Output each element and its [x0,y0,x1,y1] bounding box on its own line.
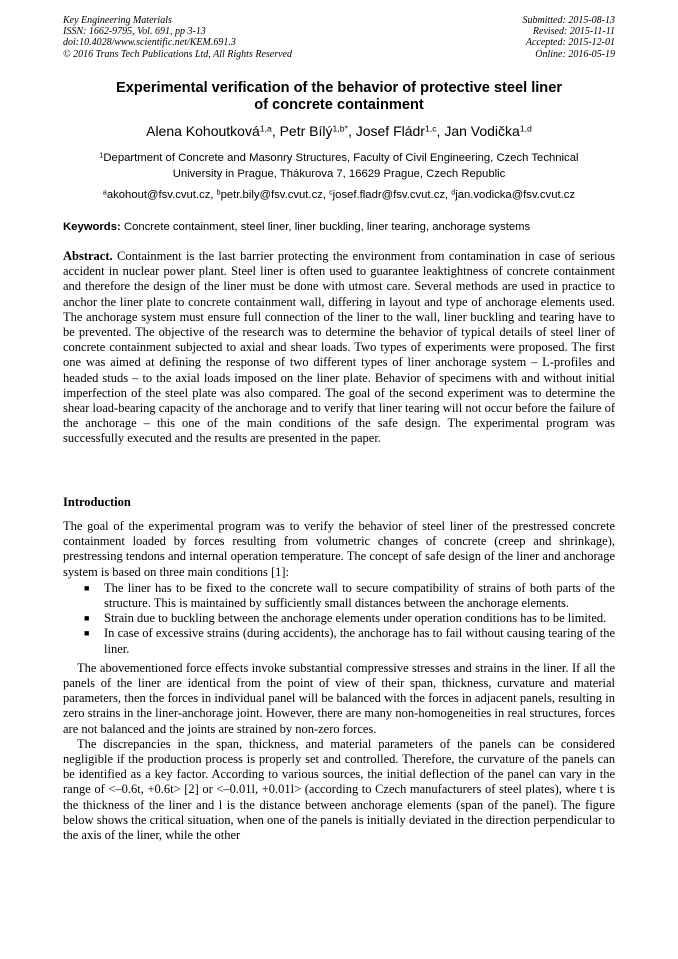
email-address: jan.vodicka@fsv.cvut.cz [455,189,576,201]
affiliation [63,151,615,182]
email-separator: , [322,189,330,201]
abstract-label: Abstract. [63,249,113,263]
author-name: Jan Vodička [444,123,520,139]
keywords-label: Keywords: [63,221,121,233]
date-revised: Revised: 2015-11-11 [532,26,615,38]
author-affiliation-mark: 1,c [424,123,437,134]
intro-paragraph-3: The discrepancies in the span, thickness, and material parameters of the panels can be considered negligible if the production process is properly set and controlled. Therefore, the curvature of the panels can be identified as a key factor. According to various sources, the initial deflection of the panel can vary in the range of <–0.6t, +0.6t> [2] or <–0.01l, +0.01l> (according to Czech manufacturers of steel plates), where t is the thickness of the liner and l is the distance between anchorage elements (span of the panel). The figure below shows the critical situation, when one of the panels is initially deviated in the direction perpendicular to the axis of the liner, while the other [63,736,615,843]
author-name: Josef Fládr [355,123,425,139]
email-address: petr.bily@fsv.cvut.cz [220,189,323,201]
bullet-icon: ■ [84,582,90,593]
author-list [63,122,615,140]
date-accepted: Accepted: 2015-12-01 [525,37,615,49]
author-name: Petr Bílý [279,123,333,139]
affiliation-line-2: University in Prague, Thákurova 7, 16629 Prague, Czech Republic [172,167,506,180]
affiliation-mark: 1 [99,152,104,160]
section-heading-introduction: Introduction [63,495,131,509]
title-line-1: Experimental verification of the behavior of protective steel liner [115,80,563,96]
keywords [63,220,615,235]
conditions-list [63,581,615,657]
journal-doi: doi:10.4028/www.scientific.net/KEM.691.3 [63,37,236,49]
list-item [84,580,615,611]
list-item [84,626,615,656]
list-item-text: In case of excessive strains (during accidents), the anchorage has to fail without causing tearing of the liner. [104,626,615,656]
keywords-text: Concrete containment, steel liner, liner buckling, liner tearing, anchorage systems [120,221,531,233]
email-mark: c [329,189,333,197]
email-mark: b [216,189,221,197]
bullet-icon: ■ [84,613,90,624]
introduction-body [63,519,615,843]
journal-copyright: © 2016 Trans Tech Publications Ltd, All Rights Reserved [63,48,292,60]
list-item-text: The liner has to be fixed to the concrete wall to secure compatibility of strains of both parts of the structure. This is maintained by sufficiently small distances between the anchorage elements. [104,580,615,611]
abstract-text: Containment is the last barrier protecting the environment from contamination in case of serious accident in nuclear power plant. Steel liner is often used to guarantee leaktightness of concrete containment and therefore the design of the liner must be done with utmost care. Several methods are used in practice to anchor the liner plate to concrete containment wall, differing in layout and type of anchorage elements used. The anchorage system must ensure full connection of the liner to the wall, liner buckling and tearing have to be prevented. The objective of the research was to determine the behavior of typical details of steel liner of concrete containment subjected to axial and shear loads. Two types of experiments were proposed. The first one was aimed at defining the response of two different types of liner anchorage system – L-profiles and headed studs – to the axial loads imposed on the liner plate. Behavior of specimens with and without initial imperfection of the steel plate was also compared. The goal of the second experiment was to determine the shear load-bearing capacity of the anchorage and to verify that liner tearing will not occur before the failure of the anchorage – this one of the main conditions of the safe design. The experimental program was successfully executed and the results are presented in the paper. [63,249,615,446]
author-separator: , [271,123,280,139]
journal-issn: ISSN: 1662-9795, Vol. 691, pp 3-13 [63,26,206,38]
email-address: josef.fladr@fsv.cvut.cz [332,189,445,201]
intro-paragraph-1: The goal of the experimental program was to verify the behavior of steel liner of the prestressed concrete containment loaded by forces resulting from volumetric changes of concrete (creep and shrinkage), prestressing tendons and internal operation temperature. The concept of safe design of the liner and anchorage system is based on three main conditions [1]: [63,519,615,579]
email-separator: , [445,189,452,201]
date-online: Online: 2016-05-19 [535,48,615,60]
author-name: Alena Kohoutková [146,123,260,139]
affiliation-text: Department of Concrete and Masonry Structures, Faculty of Civil Engineering, Czech Technical [103,152,579,164]
author-separator: , [436,123,445,139]
author-separator: , [347,123,356,139]
email-mark: d [451,189,456,197]
journal-name: Key Engineering Materials [63,15,172,26]
author-affiliation-mark: 1,b* [332,123,348,134]
list-item [84,611,615,626]
affiliation-line-1 [63,151,615,167]
intro-paragraph-2: The abovementioned force effects invoke substantial compressive stresses and strains in the liner. If all the panels of the liner are identical from the point of view of their span, thickness, curvature and material parameters, then the forces in individual panel will be balanced with the forces in adjacent panels, resulting in zero strains in the liner-anchorage joint. However, there are many non-homogeneities in real structures, forces are not balanced and the joints are strained by non-zero forces. [63,660,615,736]
author-emails [63,188,615,203]
journal-info [63,15,292,60]
abstract [63,249,615,447]
email-address: akohout@fsv.cvut.cz [106,189,211,201]
email-separator: , [210,189,217,201]
paper-title [63,80,615,114]
list-item-text: Strain due to buckling between the anchorage elements under operation conditions has to be limited. [104,611,607,626]
email-mark: a [102,189,107,197]
author-affiliation-mark: 1,d [519,123,532,134]
date-submitted: Submitted: 2015-08-13 [522,15,615,26]
bullet-icon: ■ [84,628,90,639]
title-line-2: of concrete containment [254,97,424,113]
author-affiliation-mark: 1,a [259,123,272,134]
submission-dates [523,15,616,60]
